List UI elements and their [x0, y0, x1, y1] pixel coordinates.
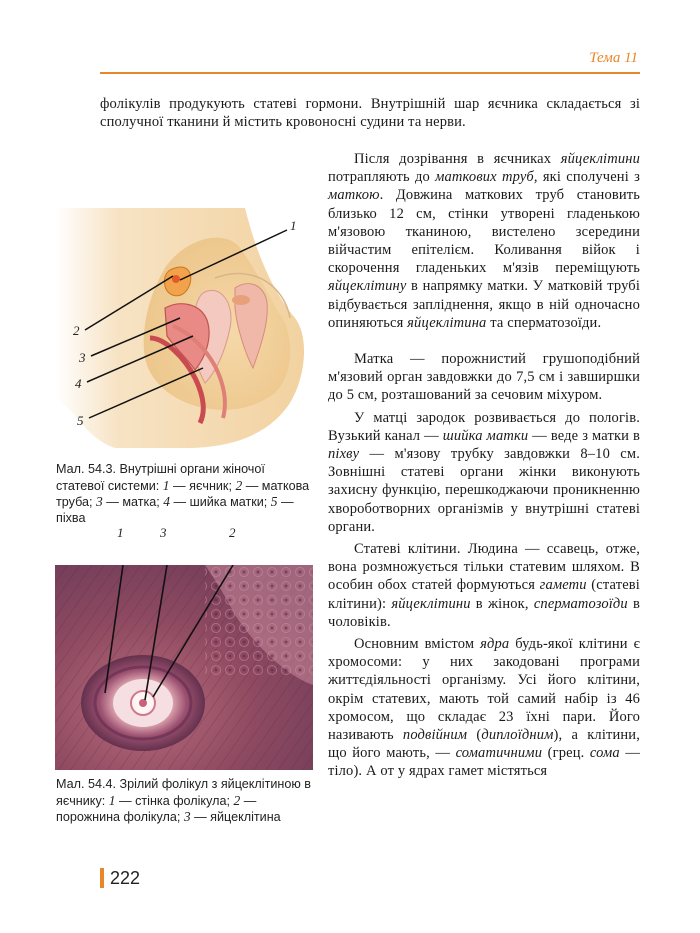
- anatomy-label-1: 1: [290, 218, 297, 233]
- paragraph-5: [328, 635, 640, 781]
- cap1-b: 1: [162, 477, 170, 493]
- p5-a: Основним вмістом: [354, 636, 481, 653]
- paragraph-3: [328, 409, 640, 536]
- cap1-a: Мал. 54.3. Внутрішні органи жіночої статевої системи:: [56, 462, 265, 493]
- header-rule: [100, 72, 640, 74]
- caption-54-4: [56, 777, 316, 826]
- p3-b: шийка матки: [442, 427, 529, 444]
- follicle-label-1: 1: [117, 525, 124, 540]
- p3-d: піхву: [328, 446, 360, 463]
- cap1-j: 5: [270, 494, 278, 509]
- p5-h: соматичними: [455, 745, 543, 762]
- p5-i: (грец.: [542, 745, 590, 762]
- p1-c: потрапляють до: [328, 169, 436, 186]
- p4-e: в жінок,: [470, 595, 534, 612]
- p1-f: маткою: [328, 187, 380, 204]
- figure-anatomy: [55, 208, 315, 453]
- p1-e: , які сполучені з: [533, 169, 640, 186]
- right-column: [328, 350, 640, 781]
- p4-f: сперматозоїди: [533, 595, 628, 612]
- p1-i: в напрямку матки. У матковій трубі відбувається запліднення, якщо в ній одночасно опиняються: [328, 278, 640, 331]
- figure-follicle: [55, 565, 313, 770]
- cap1-e: — маткова труба;: [56, 478, 310, 509]
- p5-g: ), а клітини, що його мають, —: [328, 727, 640, 762]
- cap1-g: — матка;: [102, 495, 164, 509]
- p4-c: (статеві клітини):: [328, 577, 640, 612]
- p1-d: маткових труб: [435, 169, 534, 186]
- cap1-i: — шийка матки;: [170, 495, 271, 509]
- cap1-f: 3: [96, 494, 103, 509]
- p4-b: гамети: [539, 577, 587, 594]
- p5-e: (: [467, 727, 482, 744]
- page-number: 222: [100, 868, 140, 888]
- p5-j: сома: [589, 745, 620, 762]
- p1-a: Після дозрівання в яєчниках: [354, 151, 561, 167]
- anatomy-label-3: 3: [79, 350, 86, 365]
- cap2-c: — стінка фолікула;: [115, 793, 234, 808]
- p5-f: диплоїдним: [481, 727, 554, 744]
- paragraph-2: Матка — порожнистий грушоподібний м'язовий орган завдовжки до 7,5 см і завширшки до 5 см, розташований за сечовим міхуром.: [328, 351, 640, 404]
- follicle-leader-lines: [55, 565, 313, 770]
- follicle-label-3: 3: [160, 525, 167, 540]
- caption-54-3: [56, 462, 316, 526]
- cap2-a: Мал. 54.4. Зрілий фолікул з яйцеклітиною в яєчнику:: [56, 777, 311, 808]
- cap1-c: — яєчник;: [169, 478, 236, 493]
- cap1-h: 4: [163, 494, 171, 509]
- cap2-g: — яйцеклітина: [190, 810, 281, 824]
- p3-a: У матці зародок розвивається до пологів. Вузький канал —: [328, 409, 640, 444]
- p3-c: — веде з матки в: [528, 427, 640, 444]
- p5-d: подвійним: [402, 727, 468, 744]
- cap1-d: 2: [235, 477, 243, 493]
- top-text: [100, 95, 640, 131]
- p1-h: яйцеклітину: [328, 278, 407, 295]
- cap2-e: — порожнина фолікула;: [56, 793, 257, 824]
- anatomy-label-2: 2: [73, 323, 80, 338]
- p5-c: будь-якої клітини є хромосоми: у них закодовані програми життєдіяльності організму. Усі його клітини, окрім статевих, мають той самий набір із 46 хромосом, що складає 23 їхні пари. Його називають: [328, 636, 640, 744]
- top-paragraph: фолікулів продукують статеві гормони. Внутрішній шар яєчника складається зі сполучної тканини й містить кровоносні судини та нерви.: [100, 96, 640, 131]
- p1-b: яйцеклітини: [560, 151, 640, 167]
- p4-g: в чоловіків.: [328, 595, 640, 630]
- topic-header: Тема 11: [589, 50, 638, 66]
- p4-a: Статеві клітини. Людина — ссавець, отже, вона розмножується тільки статевим шляхом. В особин обох статей формуються: [328, 541, 640, 594]
- paragraph-4: [328, 540, 640, 631]
- cap2-f: 3: [183, 809, 191, 824]
- p3-e: — м'язову трубку завдовжки 8–10 см. Зовнішні статеві органи жінки виконують захисну функцію, перешкоджаючи проникненню хвороботворних організмів у внутрішні статеві органи.: [328, 446, 640, 535]
- cap2-b: 1: [108, 792, 116, 808]
- p4-d: яйцеклітини: [391, 595, 471, 612]
- anatomy-label-5: 5: [77, 413, 84, 428]
- anatomy-leader-lines: [55, 208, 315, 453]
- p1-g: . Довжина маткових труб становить близько 12 см, стінки утворені гладенькою м'язовою тканиною, вистелено зсередини війчастим епітелієм. Коливання війок і скорочення гладеньких м'язів переміщують: [328, 187, 640, 277]
- anatomy-label-4: 4: [75, 376, 82, 391]
- p1-k: та сперматозоїди.: [486, 314, 602, 331]
- p5-b: ядра: [480, 636, 510, 653]
- p5-k: — тіло). А от у ядрах гамет містяться: [328, 745, 640, 780]
- p1-j: яйцеклітина: [407, 314, 487, 331]
- cap1-k: — піхва: [56, 495, 294, 525]
- follicle-label-2: 2: [229, 525, 236, 540]
- cap2-d: 2: [233, 792, 241, 808]
